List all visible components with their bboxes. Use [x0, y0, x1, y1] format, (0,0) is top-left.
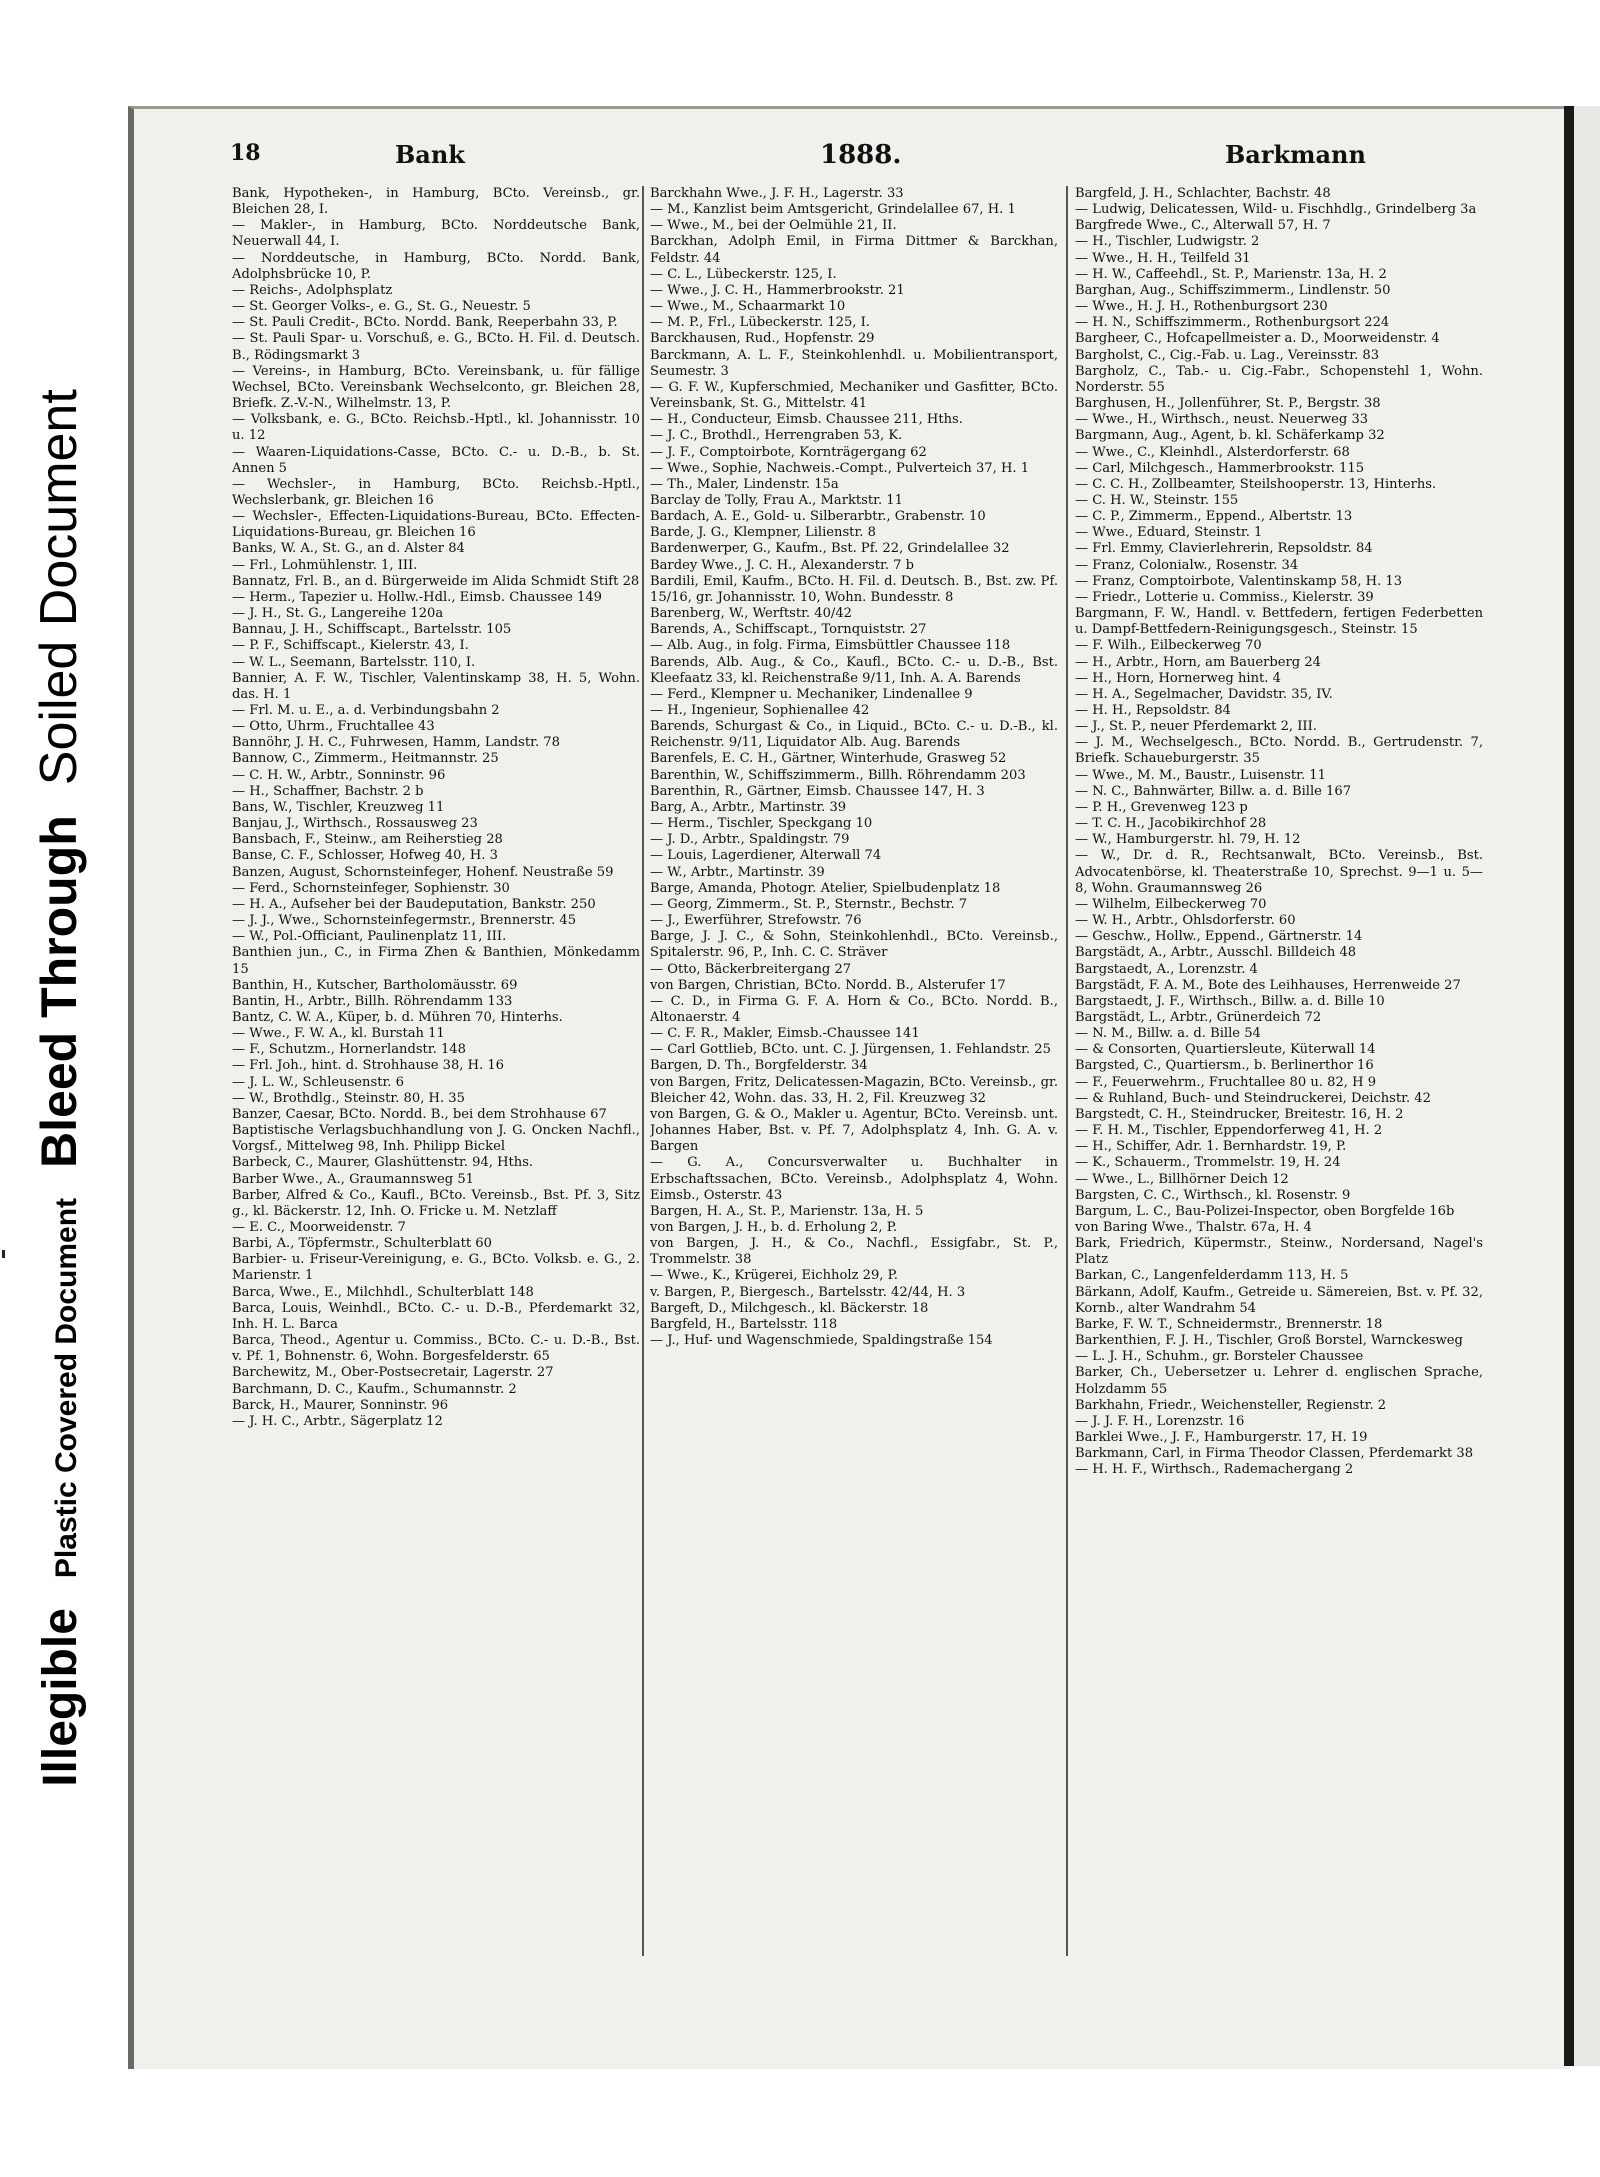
directory-entry: Bans, W., Tischler, Kreuzweg 11 — [232, 799, 445, 815]
directory-entry: Bardach, A. E., Gold- u. Silberarbtr., Grabenstr. 10 — [650, 509, 986, 525]
directory-entry: Bargheer, C., Hofcapellmeister a. D., Moorweidenstr. 4 — [1075, 331, 1440, 347]
directory-entry: — Wwe., C., Kleinhdl., Alsterdorferstr. 68 — [1075, 444, 1350, 460]
directory-entry: — P. F., Schiffscapt., Kielerstr. 43, I. — [232, 638, 469, 654]
directory-entry: — J. J. F. H., Lorenzstr. 16 — [1075, 1413, 1245, 1429]
directory-entry: Bargmann, F. W., Handl. v. Bettfedern, fertigen Federbetten u. Dampf-Bettfedern-Reinigungsgesch., Steinstr. 15 — [1075, 606, 1483, 638]
directory-entry: — H., Conducteur, Eimsb. Chaussee 211, Hths. — [650, 412, 963, 428]
directory-entry: — N. C., Bahnwärter, Billw. a. d. Bille 167 — [1075, 783, 1352, 799]
directory-entry: — J., Huf- und Wagenschmiede, Spaldingstraße 154 — [650, 1333, 993, 1349]
directory-entry: — Wwe., J. C. H., Hammerbrookstr. 21 — [650, 282, 905, 298]
directory-entry: Barde, J. G., Klempner, Lilienstr. 8 — [650, 525, 876, 541]
directory-entry: — Wwe., M., Schaarmarkt 10 — [650, 299, 846, 315]
directory-entry: — H., Ingenieur, Sophienallee 42 — [650, 703, 870, 718]
directory-entry: Barker, Ch., Uebersetzer u. Lehrer d. englischen Sprache, Holzdamm 55 — [1075, 1365, 1483, 1397]
directory-entry: — & Consorten, Quartiersleute, Küterwall 14 — [1075, 1042, 1376, 1058]
stamp-soiled-document: Soiled Document — [30, 389, 88, 786]
directory-entry: — J. H. C., Arbtr., Sägerplatz 12 — [232, 1413, 443, 1429]
directory-entry: Barends, Schurgast & Co., in Liquid., BCto. C.- u. D.-B., kl. Reichenstr. 9/11, Liquidator Alb. Aug. Barends — [650, 719, 1058, 751]
directory-entry: — J. D., Arbtr., Spaldingstr. 79 — [650, 832, 850, 848]
directory-entry: — J., St. P., neuer Pferdemarkt 2, III. — [1075, 719, 1317, 735]
directory-entry: — Wechsler-, in Hamburg, BCto. Reichsb.-Hptl., Wechslerbank, gr. Bleichen 16 — [232, 476, 640, 508]
directory-entry: — St. Pauli Credit-, BCto. Nordd. Bank, Reeperbahn 33, P. — [232, 315, 618, 331]
directory-column-3 — [1075, 186, 1483, 1956]
directory-entry: — W., Arbtr., Martinstr. 39 — [650, 864, 825, 880]
directory-entry: — Frl., Lohmühlenstr. 1, III. — [232, 557, 418, 573]
directory-entry: Banzen, August, Schornsteinfeger, Hohenf. Neustraße 59 — [232, 864, 614, 880]
directory-entry: — Alb. Aug., in folg. Firma, Eimsbüttler Chaussee 118 — [650, 638, 1011, 654]
stamp-bleed-through: Bleed Through — [31, 815, 87, 1168]
directory-entry: — Th., Maler, Lindenstr. 15a — [650, 476, 839, 492]
directory-entry: von Bargen, Christian, BCto. Nordd. B., Alsterufer 17 — [650, 977, 1006, 993]
directory-entry: — W., Pol.-Officiant, Paulinenplatz 11, III. — [232, 929, 507, 945]
directory-entry: — K., Schauerm., Trommelstr. 19, H. 24 — [1075, 1155, 1341, 1171]
directory-entry: Barber, Alfred & Co., Kaufl., BCto. Vereinsb., Bst. Pf. 3, Sitz g., kl. Bäckerstr. 12, Inh. O. Fricke u. M. Netzlaff — [232, 1187, 640, 1219]
directory-entry: — P. H., Grevenweg 123 p — [1075, 799, 1248, 815]
directory-entry: Barca, Louis, Weinhdl., BCto. C.- u. D.-B., Pferdemarkt 32, Inh. H. L. Barca — [232, 1300, 640, 1332]
directory-entry: Bannau, J. H., Schiffscapt., Bartelsstr. 105 — [232, 622, 512, 638]
directory-entry: — H., Schiffer, Adr. 1. Bernhardstr. 19, P. — [1075, 1139, 1347, 1155]
directory-entry: — J. J., Wwe., Schornsteinfegermstr., Brennerstr. 45 — [232, 913, 577, 929]
directory-entry: v. Bargen, P., Biergesch., Bartelsstr. 42/44, H. 3 — [650, 1284, 966, 1300]
directory-entry: — T. C. H., Jacobikirchhof 28 — [1075, 816, 1267, 832]
page-number: 18 — [230, 140, 261, 166]
directory-entry: — J. L. W., Schleusenstr. 6 — [232, 1074, 404, 1090]
directory-entry: Bargstaedt, J. F., Wirthsch., Billw. a. d. Bille 10 — [1075, 993, 1385, 1009]
directory-entry: Barbeck, C., Maurer, Glashüttenstr. 94, Hths. — [232, 1155, 534, 1171]
directory-entry: — Louis, Lagerdiener, Alterwall 74 — [650, 848, 882, 864]
directory-entry: — G. A., Concursverwalter u. Buchhalter in Erbschaftssachen, BCto. Vereinsb., Adolphsplatz 4, Wohn. Eimsb., Osterstr. 43 — [650, 1155, 1058, 1203]
directory-entry: — Wwe., F. W. A., kl. Burstah 11 — [232, 1026, 445, 1042]
directory-entry: Bärkann, Adolf, Kaufm., Getreide u. Sämereien, Bst. v. Pf. 32, Kornb., alter Wandrahm 54 — [1075, 1284, 1483, 1316]
directory-entry: — Franz, Comptoirbote, Valentinskamp 58, H. 13 — [1075, 573, 1403, 589]
directory-entry: Banse, C. F., Schlosser, Hofweg 40, H. 3 — [232, 848, 498, 864]
directory-entry: Banzer, Caesar, BCto. Nordd. B., bei dem Strohhause 67 — [232, 1106, 607, 1122]
directory-entry: Barbier- u. Friseur-Vereinigung, e. G., BCto. Volksb. e. G., 2. Marienstr. 1 — [232, 1252, 640, 1284]
directory-entry: — Frl. Joh., hint. d. Strohhause 38, H. 16 — [232, 1058, 505, 1074]
directory-entry: — J., Ewerführer, Strefowstr. 76 — [650, 913, 862, 929]
directory-entry: — Wilhelm, Eilbeckerweg 70 — [1075, 896, 1267, 912]
directory-entry: Barbi, A., Töpfermstr., Schulterblatt 60 — [232, 1236, 492, 1252]
directory-entry: — Otto, Bäckerbreitergang 27 — [650, 961, 852, 977]
directory-entry: Barca, Theod., Agentur u. Commiss., BCto. C.- u. D.-B., Bst. v. Pf. 1, Bohnenstr. 6, Wohn. Borgesfelderstr. 65 — [232, 1333, 640, 1365]
directory-entry: — F., Feuerwehrm., Fruchtallee 80 u. 82, H 9 — [1075, 1074, 1377, 1090]
directory-entry: — W., Hamburgerstr. hl. 79, H. 12 — [1075, 832, 1301, 848]
directory-entry: von Bargen, Fritz, Delicatessen-Magazin, BCto. Vereinsb., gr. Bleicher 42, Wohn. das. 33, H. 2, Fil. Kreuzweg 32 — [650, 1074, 1058, 1106]
directory-entry: — Wwe., H. J. H., Rothenburgsort 230 — [1075, 299, 1328, 315]
directory-entry: Bark, Friedrich, Küpermstr., Steinw., Nordersand, Nagel's Platz — [1075, 1236, 1483, 1268]
directory-entry: Bargfeld, J. H., Schlachter, Bachstr. 48 — [1075, 186, 1331, 201]
directory-entry: — & Ruhland, Buch- und Steindruckerei, Deichstr. 42 — [1075, 1090, 1431, 1106]
directory-entry: Barghusen, H., Jollenführer, St. P., Bergstr. 38 — [1075, 396, 1381, 412]
directory-entry: Bank, Hypotheken-, in Hamburg, BCto. Vereinsb., gr. Bleichen 28, I. — [232, 186, 640, 218]
directory-entry: — C. F. R., Makler, Eimsb.-Chaussee 141 — [650, 1026, 920, 1042]
directory-entry: — Geschw., Hollw., Eppend., Gärtnerstr. 14 — [1075, 929, 1363, 945]
directory-entry: — C. D., in Firma G. F. A. Horn & Co., BCto. Nordd. B., Altonaerstr. 4 — [650, 993, 1058, 1025]
directory-entry: Bargstädt, A., Arbtr., Ausschl. Billdeich 48 — [1075, 945, 1357, 961]
directory-entry: Bargstädt, F. A. M., Bote des Leihhauses, Herrenweide 27 — [1075, 977, 1461, 993]
directory-entry: Barkan, C., Langenfelderdamm 113, H. 5 — [1075, 1268, 1349, 1284]
directory-entry: — J. C., Brothdl., Herrengraben 53, K. — [650, 428, 903, 444]
directory-entry: Banjau, J., Wirthsch., Rossausweg 23 — [232, 816, 478, 832]
directory-entry: Bargstaedt, A., Lorenzstr. 4 — [1075, 961, 1258, 977]
directory-entry: Bargsten, C. C., Wirthsch., kl. Rosenstr. 9 — [1075, 1187, 1351, 1203]
directory-entry: — F. H. M., Tischler, Eppendorferweg 41, H. 2 — [1075, 1123, 1383, 1139]
directory-entry: Barkenthien, F. J. H., Tischler, Groß Borstel, Warnckesweg — [1075, 1333, 1463, 1349]
directory-entry: — C. P., Zimmerm., Eppend., Albertstr. 13 — [1075, 509, 1353, 525]
directory-entry: — F., Schutzm., Hornerlandstr. 148 — [232, 1042, 466, 1058]
directory-entry: — Ludwig, Delicatessen, Wild- u. Fischhdlg., Grindelberg 3a — [1075, 202, 1477, 218]
next-page-sliver — [1574, 106, 1600, 2066]
directory-entry: Barca, Wwe., E., Milchhdl., Schulterblatt 148 — [232, 1284, 534, 1300]
directory-entry: Bargfeld, H., Bartelsstr. 118 — [650, 1316, 838, 1332]
directory-entry: — Ferd., Klempner u. Mechaniker, Lindenallee 9 — [650, 686, 973, 702]
directory-entry: — H. H., Repsoldstr. 84 — [1075, 703, 1231, 718]
directory-entry: Bargeft, D., Milchgesch., kl. Bäckerstr. 18 — [650, 1300, 929, 1316]
directory-entry: Barckmann, A. L. F., Steinkohlenhdl. u. Mobilientransport, Seumestr. 3 — [650, 347, 1058, 379]
directory-entry: Barke, F. W. T., Schneidermstr., Brennerstr. 18 — [1075, 1316, 1383, 1332]
directory-entry: Barenthin, R., Gärtner, Eimsb. Chaussee 147, H. 3 — [650, 783, 985, 799]
directory-entry: — Wwe., K., Krügerei, Eichholz 29, P. — [650, 1268, 898, 1284]
directory-entry: Bargen, H. A., St. P., Marienstr. 13a, H. 5 — [650, 1203, 924, 1219]
directory-entry: Bantin, H., Arbtr., Billh. Röhrendamm 133 — [232, 993, 513, 1009]
directory-entry: von Baring Wwe., Thalstr. 67a, H. 4 — [1075, 1220, 1312, 1235]
directory-entry: — J. M., Wechselgesch., BCto. Nordd. B., Gertrudenstr. 7, Briefk. Schaueburgerstr. 35 — [1075, 735, 1483, 767]
directory-entry: Bardili, Emil, Kaufm., BCto. H. Fil. d. Deutsch. B., Bst. zw. Pf. 15/16, gr. Johannisstr. 10, Wohn. Bundesstr. 8 — [650, 573, 1058, 605]
document-condition-stamp — [0, 0, 118, 2177]
directory-entry: Bardenwerper, G., Kaufm., Bst. Pf. 22, Grindelallee 32 — [650, 541, 1010, 557]
directory-entry: Barg, A., Arbtr., Martinstr. 39 — [650, 799, 847, 815]
directory-entry: Barclay de Tolly, Frau A., Marktstr. 11 — [650, 492, 903, 508]
directory-entry: Bargsted, C., Quartiersm., b. Berlinerthor 16 — [1075, 1058, 1374, 1074]
directory-entry: — H., Horn, Hornerweg hint. 4 — [1075, 670, 1281, 686]
directory-entry: Barchmann, D. C., Kaufm., Schumannstr. 2 — [232, 1381, 517, 1397]
directory-entry: Barckhausen, Rud., Hopfenstr. 29 — [650, 331, 875, 347]
stamp-text-row — [29, 389, 89, 1787]
stamp-illegible: Illegible — [34, 1608, 87, 1787]
directory-entry: Barckhan, Adolph Emil, in Firma Dittmer & Barckhan, Feldstr. 44 — [650, 234, 1058, 266]
directory-entry: — Ferd., Schornsteinfeger, Sophienstr. 30 — [232, 880, 510, 896]
directory-entry: Baptistische Verlagsbuchhandlung von J. G. Oncken Nachfl., Vorgsf., Mittelweg 98, Inh. Philipp Bickel — [232, 1123, 640, 1155]
directory-entry: — Carl Gottlieb, BCto. unt. C. J. Jürgensen, 1. Fehlandstr. 25 — [650, 1042, 1051, 1058]
directory-entry: — H., Schaffner, Bachstr. 2 b — [232, 783, 424, 799]
directory-entry: Barends, Alb. Aug., & Co., Kaufl., BCto. C.- u. D.-B., Bst. Kleefaatz 33, kl. Reichenstraße 9/11, Inh. A. A. Barends — [650, 654, 1058, 686]
directory-entry: — C. C. H., Zollbeamter, Steilshooperstr. 13, Hinterhs. — [1075, 476, 1437, 492]
directory-entry: Bannier, A. F. W., Tischler, Valentinskamp 38, H. 5, Wohn. das. H. 1 — [232, 670, 640, 702]
directory-entry: Barghan, Aug., Schiffszimmerm., Lindlenstr. 50 — [1075, 282, 1391, 298]
directory-entry: — Wwe., H. H., Teilfeld 31 — [1075, 250, 1251, 266]
directory-entry: — Volksbank, e. G., BCto. Reichsb.-Hptl., kl. Johannisstr. 10 u. 12 — [232, 412, 640, 444]
directory-entry: — W. L., Seemann, Bartelsstr. 110, I. — [232, 654, 476, 670]
directory-entry: — J. F., Comptoirbote, Kornträgergang 62 — [650, 444, 927, 460]
directory-entry: — Vereins-, in Hamburg, BCto. Vereinsbank, u. für fällige Wechsel, BCto. Vereinsbank Wechselconto, gr. Bleichen 28, Briefk. Z.-V.-N., Wilhelmstr. 13, P. — [232, 363, 640, 412]
directory-entry: — Wwe., L., Billhörner Deich 12 — [1075, 1171, 1289, 1187]
directory-entry: Barenfels, E. C. H., Gärtner, Winterhude, Grasweg 52 — [650, 751, 1007, 767]
directory-entry: — M., Kanzlist beim Amtsgericht, Grindelallee 67, H. 1 — [650, 202, 1016, 218]
directory-entry: — Frl. M. u. E., a. d. Verbindungsbahn 2 — [232, 703, 500, 718]
directory-entry: — W. H., Arbtr., Ohlsdorferstr. 60 — [1075, 913, 1296, 929]
directory-entry: Barckhahn Wwe., J. F. H., Lagerstr. 33 — [650, 186, 904, 201]
directory-entry: Barenthin, W., Schiffszimmerm., Billh. Röhrendamm 203 — [650, 767, 1026, 783]
directory-entry: Bargmann, Aug., Agent, b. kl. Schäferkamp 32 — [1075, 428, 1385, 444]
stamp-plastic-covered: Plastic Covered Document — [50, 1197, 83, 1579]
directory-entry: — N. M., Billw. a. d. Bille 54 — [1075, 1026, 1261, 1042]
directory-entry: — St. Georger Volks-, e. G., St. G., Neuestr. 5 — [232, 299, 531, 315]
directory-entry: von Bargen, J. H., b. d. Erholung 2, P. — [650, 1220, 898, 1235]
directory-entry: — L. J. H., Schuhm., gr. Borsteler Chaussee — [1075, 1349, 1364, 1365]
directory-entry: — Herm., Tischler, Speckgang 10 — [650, 816, 873, 832]
directory-entry: Barklei Wwe., J. F., Hamburgerstr. 17, H. 19 — [1075, 1430, 1368, 1446]
directory-entry: — W., Brothdlg., Steinstr. 80, H. 35 — [232, 1090, 465, 1106]
directory-entry: von Bargen, G. & O., Makler u. Agentur, BCto. Vereinsb. unt. Johannes Haber, Bst. v. Pf. 7, Adolphsplatz 4, Inh. G. A. v. Bargen — [650, 1106, 1058, 1155]
directory-entry: — St. Pauli Spar- u. Vorschuß, e. G., BCto. H. Fil. d. Deutsch. B., Rödingsmarkt 3 — [232, 331, 640, 363]
directory-entry: — E. C., Moorweidenstr. 7 — [232, 1220, 406, 1235]
directory-entry: Bargum, L. C., Bau-Polizei-Inspector, oben Borgfelde 16b — [1075, 1203, 1455, 1219]
directory-entry: Banthin, H., Kutscher, Bartholomäusstr. 69 — [232, 977, 518, 993]
column-rule — [642, 186, 644, 1956]
directory-entry: — F. Wilh., Eilbeckerweg 70 — [1075, 638, 1262, 654]
directory-entry: — J. H., St. G., Langereihe 120a — [232, 606, 444, 622]
directory-entry: — Wechsler-, Effecten-Liquidations-Bureau, BCto. Effecten-Liquidations-Bureau, gr. Bleichen 16 — [232, 509, 640, 541]
directory-entry: Bardey Wwe., J. C. H., Alexanderstr. 7 b — [650, 557, 915, 573]
directory-entry: Bargholst, C., Cig.-Fab. u. Lag., Vereinsstr. 83 — [1075, 347, 1380, 363]
directory-entry: — G. F. W., Kupferschmied, Mechaniker und Gasfitter, BCto. Vereinsbank, St. G., Mittelstr. 41 — [650, 379, 1058, 412]
directory-entry: Barenberg, W., Werftstr. 40/42 — [650, 606, 852, 622]
directory-entry: Barber Wwe., A., Graumannsweg 51 — [232, 1171, 475, 1187]
directory-entry: Bannatz, Frl. B., an d. Bürgerweide im Alida Schmidt Stift 28 — [232, 573, 640, 589]
directory-column-2 — [650, 186, 1058, 1956]
directory-entry: — C. L., Lübeckerstr. 125, I. — [650, 266, 837, 282]
directory-entry: — Reichs-, Adolphsplatz — [232, 282, 393, 298]
directory-entry: — Frl. Emmy, Clavierlehrerin, Repsoldstr. 84 — [1075, 541, 1373, 557]
directory-entry: Bargen, D. Th., Borgfelderstr. 34 — [650, 1058, 868, 1074]
directory-entry: — H. A., Aufseher bei der Baudeputation, Bankstr. 250 — [232, 896, 596, 912]
directory-entry: — H., Tischler, Ludwigstr. 2 — [1075, 234, 1260, 250]
directory-entry: Bannöhr, J. H. C., Fuhrwesen, Hamm, Landstr. 78 — [232, 735, 560, 751]
directory-entry: Barkhahn, Friedr., Weichensteller, Regienstr. 2 — [1075, 1397, 1387, 1413]
directory-entry: — Friedr., Lotterie u. Commiss., Kielerstr. 39 — [1075, 589, 1374, 605]
directory-entry: Bargholz, C., Tab.- u. Cig.-Fabr., Schopenstehl 1, Wohn. Norderstr. 55 — [1075, 363, 1483, 395]
directory-entry: Barck, H., Maurer, Sonninstr. 96 — [232, 1397, 449, 1413]
directory-entry: Bantz, C. W. A., Küper, b. d. Mühren 70, Hinterhs. — [232, 1009, 563, 1025]
directory-entry: — H. A., Segelmacher, Davidstr. 35, IV. — [1075, 686, 1333, 702]
directory-entry: Banks, W. A., St. G., an d. Alster 84 — [232, 541, 465, 557]
directory-entry: Bargstädt, L., Arbtr., Grünerdeich 72 — [1075, 1009, 1322, 1025]
directory-entry: Bargfrede Wwe., C., Alterwall 57, H. 7 — [1075, 218, 1331, 234]
directory-entry: Bansbach, F., Steinw., am Reiherstieg 28 — [232, 832, 503, 848]
directory-entry: Barge, Amanda, Photogr. Atelier, Spielbudenplatz 18 — [650, 880, 1001, 896]
directory-entry: — Wwe., H., Wirthsch., neust. Neuerweg 33 — [1075, 412, 1369, 428]
directory-entry: Barends, A., Schiffscapt., Tornquiststr. 27 — [650, 622, 927, 638]
directory-entry: — Carl, Milchgesch., Hammerbrookstr. 115 — [1075, 460, 1365, 476]
directory-entry: — W., Dr. d. R., Rechtsanwalt, BCto. Vereinsb., Bst. Advocatenbörse, kl. Theaterstraße 10, Sprechst. 9—1 u. 5—8, Wohn. Graumannsweg 26 — [1075, 848, 1483, 896]
directory-entry: — Georg, Zimmerm., St. P., Sternstr., Bechstr. 7 — [650, 896, 968, 912]
header-year: 1888. — [820, 140, 902, 170]
directory-column-1 — [232, 186, 640, 1956]
directory-entry: Banthien jun., C., in Firma Zhen & Banthien, Mönkedamm 15 — [232, 945, 640, 977]
directory-entry: Barkmann, Carl, in Firma Theodor Classen, Pferdemarkt 38 — [1075, 1446, 1474, 1462]
directory-entry: — Norddeutsche, in Hamburg, BCto. Nordd. Bank, Adolphsbrücke 10, P. — [232, 250, 640, 282]
directory-entry: — Waaren-Liquidations-Casse, BCto. C.- u. D.-B., b. St. Annen 5 — [232, 444, 640, 476]
scan-tick-mark — [2, 1250, 5, 1258]
directory-entry: — C. H. W., Steinstr. 155 — [1075, 492, 1239, 508]
page-header — [230, 140, 1550, 180]
directory-entry: — C. H. W., Arbtr., Sonninstr. 96 — [232, 767, 446, 783]
header-right-keyword: Barkmann — [1225, 140, 1366, 169]
directory-entry: — Franz, Colonialw., Rosenstr. 34 — [1075, 557, 1299, 573]
directory-entry: — Wwe., M., bei der Oelmühle 21, II. — [650, 218, 897, 234]
directory-entry: — Otto, Uhrm., Fruchtallee 43 — [232, 719, 435, 735]
directory-entry: — Wwe., Sophie, Nachweis.-Compt., Pulverteich 37, H. 1 — [650, 460, 1030, 476]
page-gutter-edge — [1564, 106, 1574, 2066]
directory-entry: Bannow, C., Zimmerm., Heitmannstr. 25 — [232, 751, 499, 767]
directory-entry: — Wwe., M. M., Baustr., Luisenstr. 11 — [1075, 767, 1326, 783]
directory-entry: — M. P., Frl., Lübeckerstr. 125, I. — [650, 315, 870, 331]
directory-entry: Barge, J. J. C., & Sohn, Steinkohlenhdl., BCto. Vereinsb., Spitalerstr. 96, P., Inh. C. C. Sträver — [650, 929, 1058, 961]
directory-entry: — H. N., Schiffszimmerm., Rothenburgsort 224 — [1075, 315, 1390, 331]
directory-entry: — Wwe., Eduard, Steinstr. 1 — [1075, 525, 1263, 541]
directory-entry: von Bargen, J. H., & Co., Nachfl., Essigfabr., St. P., Trommelstr. 38 — [650, 1236, 1058, 1268]
directory-entry: — H. W., Caffeehdl., St. P., Marienstr. 13a, H. 2 — [1075, 266, 1387, 282]
directory-entry: Bargstedt, C. H., Steindrucker, Breitestr. 16, H. 2 — [1075, 1106, 1404, 1122]
column-rule — [1066, 186, 1068, 1956]
directory-entry: — H. H. F., Wirthsch., Rademachergang 2 — [1075, 1462, 1354, 1478]
directory-entry: — H., Arbtr., Horn, am Bauerberg 24 — [1075, 654, 1321, 670]
directory-entry: — Makler-, in Hamburg, BCto. Norddeutsche Bank, Neuerwall 44, I. — [232, 218, 640, 250]
directory-entry: Barchewitz, M., Ober-Postsecretair, Lagerstr. 27 — [232, 1365, 554, 1381]
directory-entry: — Herm., Tapezier u. Hollw.-Hdl., Eimsb. Chaussee 149 — [232, 589, 603, 605]
header-left-keyword: Bank — [395, 140, 465, 169]
